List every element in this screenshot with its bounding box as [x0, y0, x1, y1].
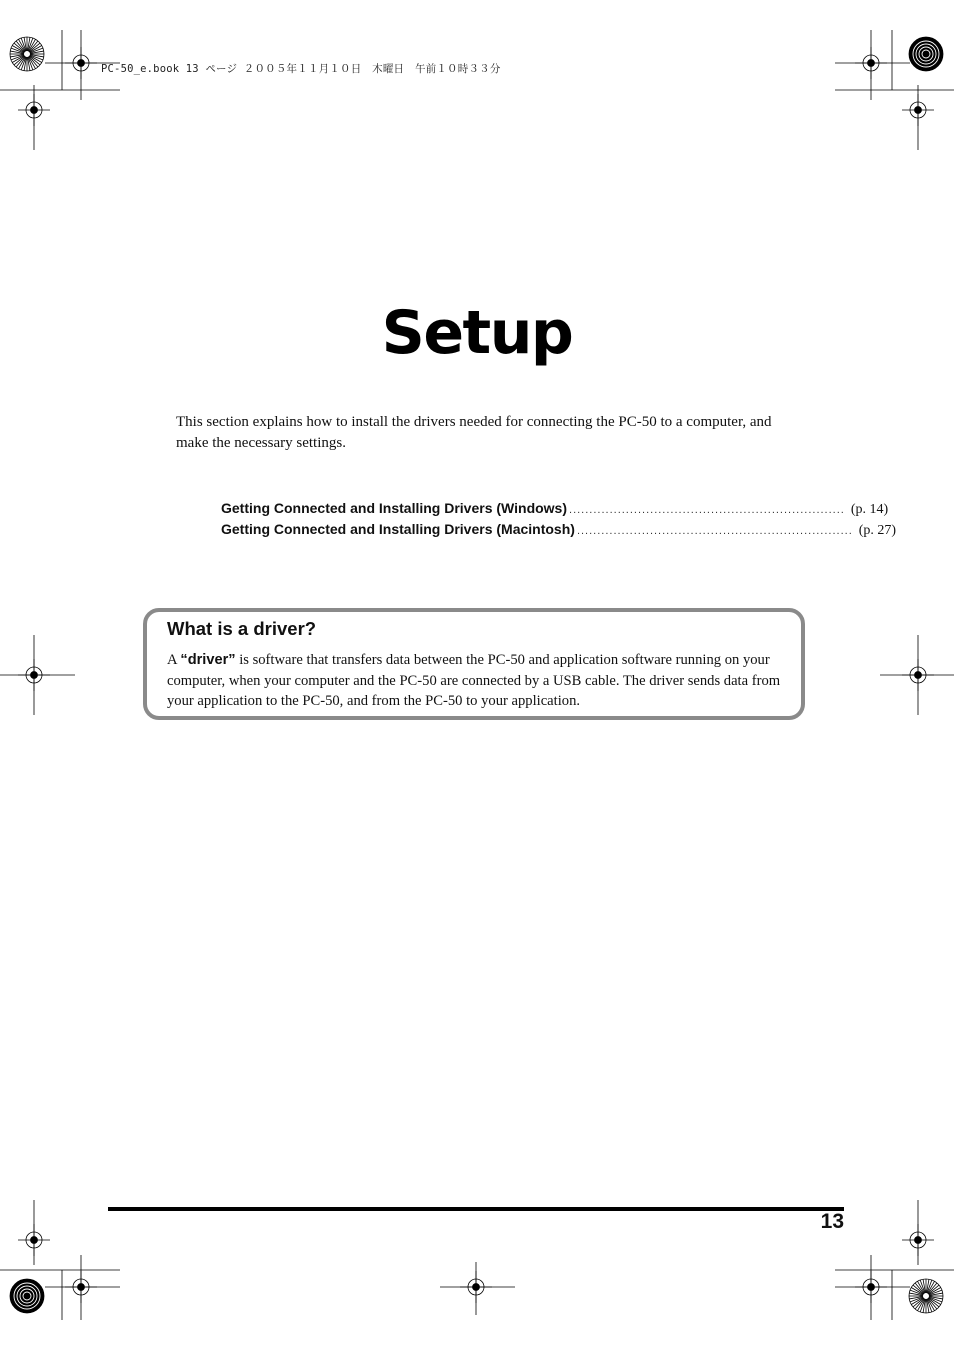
driver-note-box	[143, 608, 805, 720]
toc-item-label: Getting Connected and Installing Drivers (Macintosh)	[221, 521, 575, 537]
toc-leader-dots: ....................................................................	[569, 504, 845, 516]
page-title: Setup	[381, 298, 573, 368]
note-body	[167, 650, 787, 712]
ring-target-fill	[10, 1279, 44, 1313]
toc-item-label: Getting Connected and Installing Drivers (Windows)	[221, 500, 568, 516]
toc-item-page: (p. 27)	[858, 523, 897, 538]
intro-paragraph: This section explains how to install the drivers needed for connecting the PC-50 to a computer, and make the necessary settings.	[176, 414, 772, 451]
toc-leader-dots: ....................................................................	[576, 525, 853, 537]
note-lead: A	[167, 652, 177, 668]
note-text: is software that transfers data between the PC-50 and application software running on your computer, when your computer and the PC-50 are connected by a USB cable. The driver sends data from your application to the PC-50, and from the PC-50 to your application.	[167, 652, 781, 709]
toc-item[interactable]	[221, 500, 889, 521]
print-header-stamp: PC-50_e.book 13 ページ ２００５年１１月１０日 木曜日 午前１０時３３分	[101, 63, 501, 75]
toc-item-page: (p. 14)	[850, 502, 889, 517]
note-title: What is a driver?	[167, 618, 317, 639]
ring-target-fill	[909, 37, 943, 71]
page-number: 13	[820, 1210, 844, 1233]
note-term: “driver”	[180, 652, 236, 668]
toc-item[interactable]	[221, 521, 897, 542]
footer-rule	[108, 1207, 844, 1211]
section-contents	[221, 500, 897, 542]
